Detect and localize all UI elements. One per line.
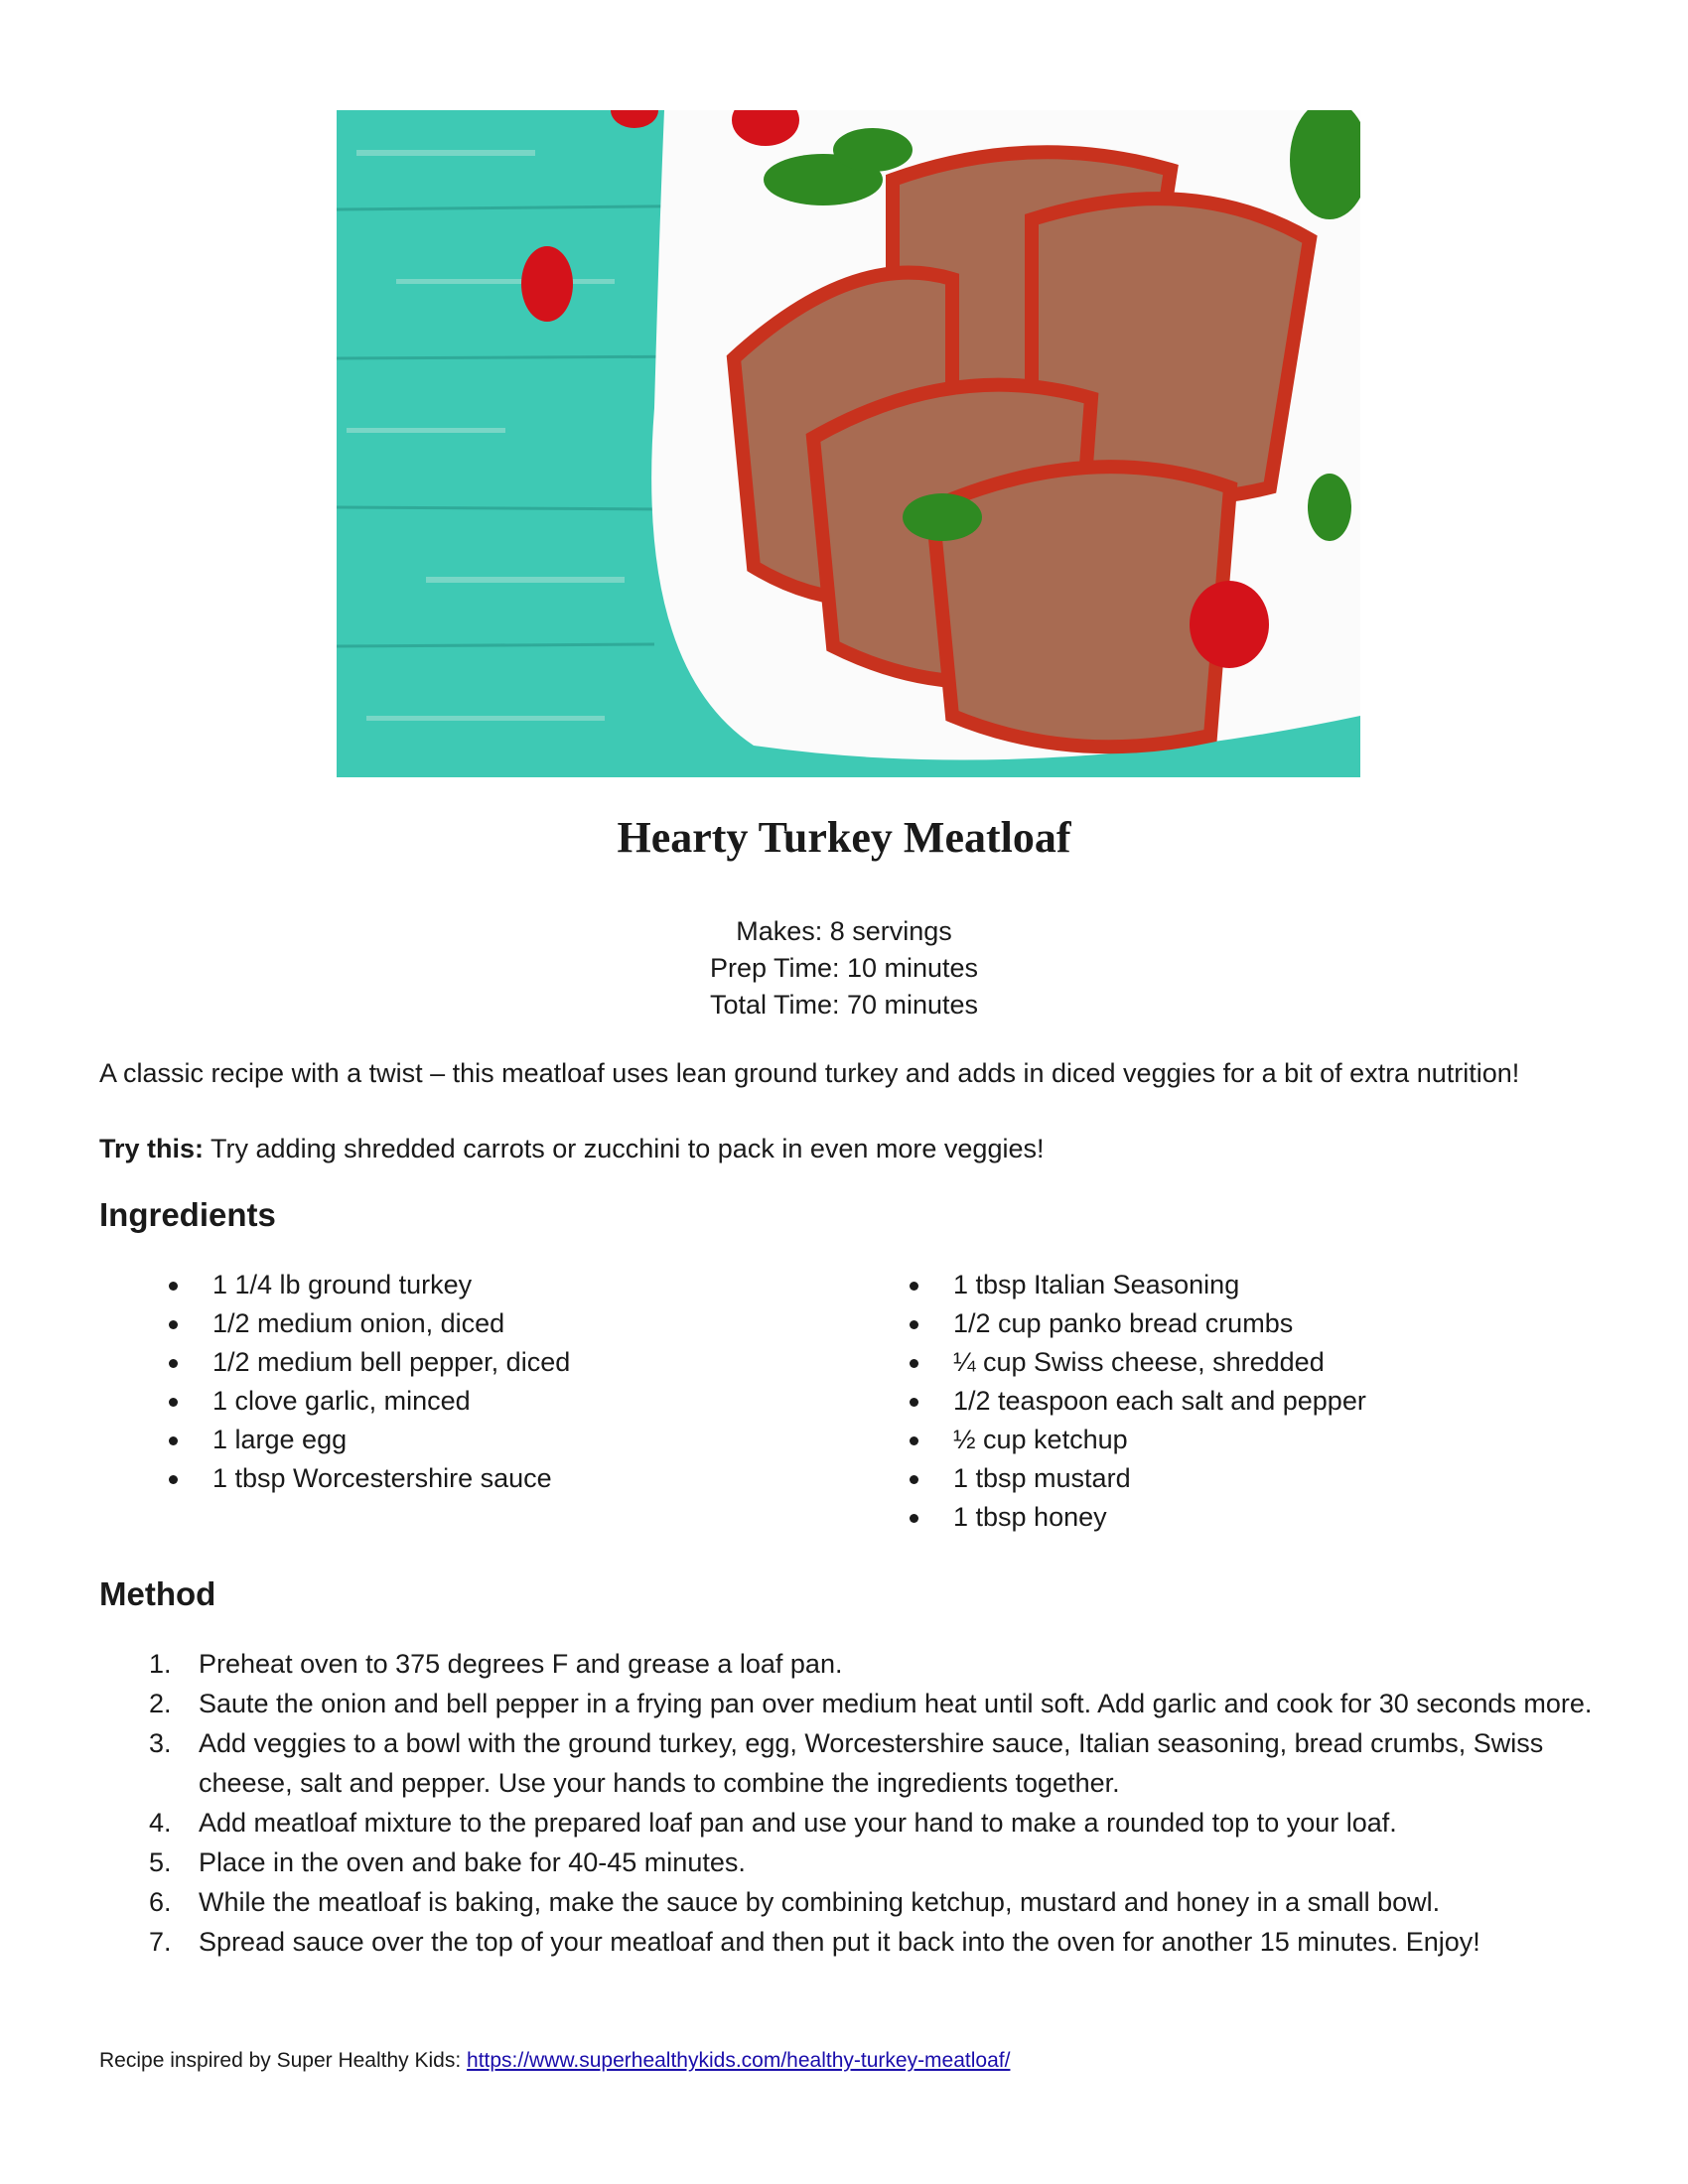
tip-label: Try this: <box>99 1134 205 1163</box>
step-text: Place in the oven and bake for 40-45 minutes. <box>199 1847 746 1877</box>
ingredient-item: 1 tbsp Worcestershire sauce <box>169 1459 570 1498</box>
ingredient-item: 1/2 teaspoon each salt and pepper <box>910 1382 1366 1421</box>
step-number: 1. <box>149 1649 172 1679</box>
ingredient-item: 1 clove garlic, minced <box>169 1382 570 1421</box>
intro-text: A classic recipe with a twist – this meatloaf uses lean ground turkey and adds in diced veggies for a bit of extra nutrition! <box>99 1058 1520 1088</box>
step-number: 7. <box>149 1927 172 1957</box>
tip-text <box>99 1134 1044 1164</box>
step-text: Spread sauce over the top of your meatloaf and then put it back into the oven for another 15 minutes. Enjoy! <box>199 1927 1480 1957</box>
recipe-meta <box>0 913 1688 1024</box>
ingredient-item: ½ cup ketchup <box>910 1421 1366 1459</box>
meatloaf-photo <box>337 110 1360 777</box>
total-time: Total Time: 70 minutes <box>709 990 979 1020</box>
method-heading: Method <box>99 1575 216 1612</box>
step-number: 4. <box>149 1808 172 1838</box>
ingredient-item: 1 1/4 lb ground turkey <box>169 1266 570 1304</box>
step-number: 3. <box>149 1728 172 1758</box>
prep-time: Prep Time: 10 minutes <box>709 953 979 983</box>
credit-text: Recipe inspired by Super Healthy Kids: <box>99 2049 468 2072</box>
step-text: Add meatloaf mixture to the prepared loaf pan and use your hand to make a rounded top to your loaf. <box>199 1808 1397 1838</box>
method-step <box>149 1723 1599 1803</box>
ingredient-item: 1/2 medium onion, diced <box>169 1304 570 1343</box>
step-number: 5. <box>149 1847 172 1877</box>
ingredient-item: 1/2 cup panko bread crumbs <box>910 1304 1366 1343</box>
servings: Makes: 8 servings <box>736 916 952 946</box>
step-text: Add veggies to a bowl with the ground turkey, egg, Worcestershire sauce, Italian seasoning, bread crumbs, Swiss cheese, salt and pepper. Use your hands to combine the ingredients together. <box>199 1728 1544 1798</box>
recipe-credit <box>99 2049 1010 2073</box>
step-number: 6. <box>149 1887 172 1917</box>
ingredient-item: 1 tbsp honey <box>910 1498 1366 1537</box>
method-step <box>149 1922 1599 1962</box>
method-step <box>149 1644 1599 1684</box>
ingredient-item: ¼ cup Swiss cheese, shredded <box>910 1343 1366 1382</box>
step-text: Preheat oven to 375 degrees F and grease a loaf pan. <box>199 1649 843 1679</box>
ingredients-column-1 <box>169 1266 570 1498</box>
credit-link[interactable]: https://www.superhealthykids.com/healthy-turkey-meatloaf/ <box>467 2049 1011 2072</box>
tip-body: Try adding shredded carrots or zucchini to pack in even more veggies! <box>204 1134 1045 1163</box>
ingredients-column-2 <box>910 1266 1366 1537</box>
method-step <box>149 1882 1599 1922</box>
step-text: Saute the onion and bell pepper in a frying pan over medium heat until soft. Add garlic and cook for 30 seconds more. <box>199 1689 1593 1718</box>
ingredient-item: 1/2 medium bell pepper, diced <box>169 1343 570 1382</box>
ingredient-item: 1 tbsp mustard <box>910 1459 1366 1498</box>
ingredients-heading: Ingredients <box>99 1196 276 1233</box>
step-number: 2. <box>149 1689 172 1718</box>
recipe-title: Hearty Turkey Meatloaf <box>617 813 1071 862</box>
step-text: While the meatloaf is baking, make the sauce by combining ketchup, mustard and honey in a small bowl. <box>199 1887 1441 1917</box>
ingredient-item: 1 tbsp Italian Seasoning <box>910 1266 1366 1304</box>
method-step <box>149 1843 1599 1882</box>
ingredient-item: 1 large egg <box>169 1421 570 1459</box>
method-step <box>149 1684 1599 1723</box>
method-steps <box>149 1644 1599 1962</box>
method-step <box>149 1803 1599 1843</box>
